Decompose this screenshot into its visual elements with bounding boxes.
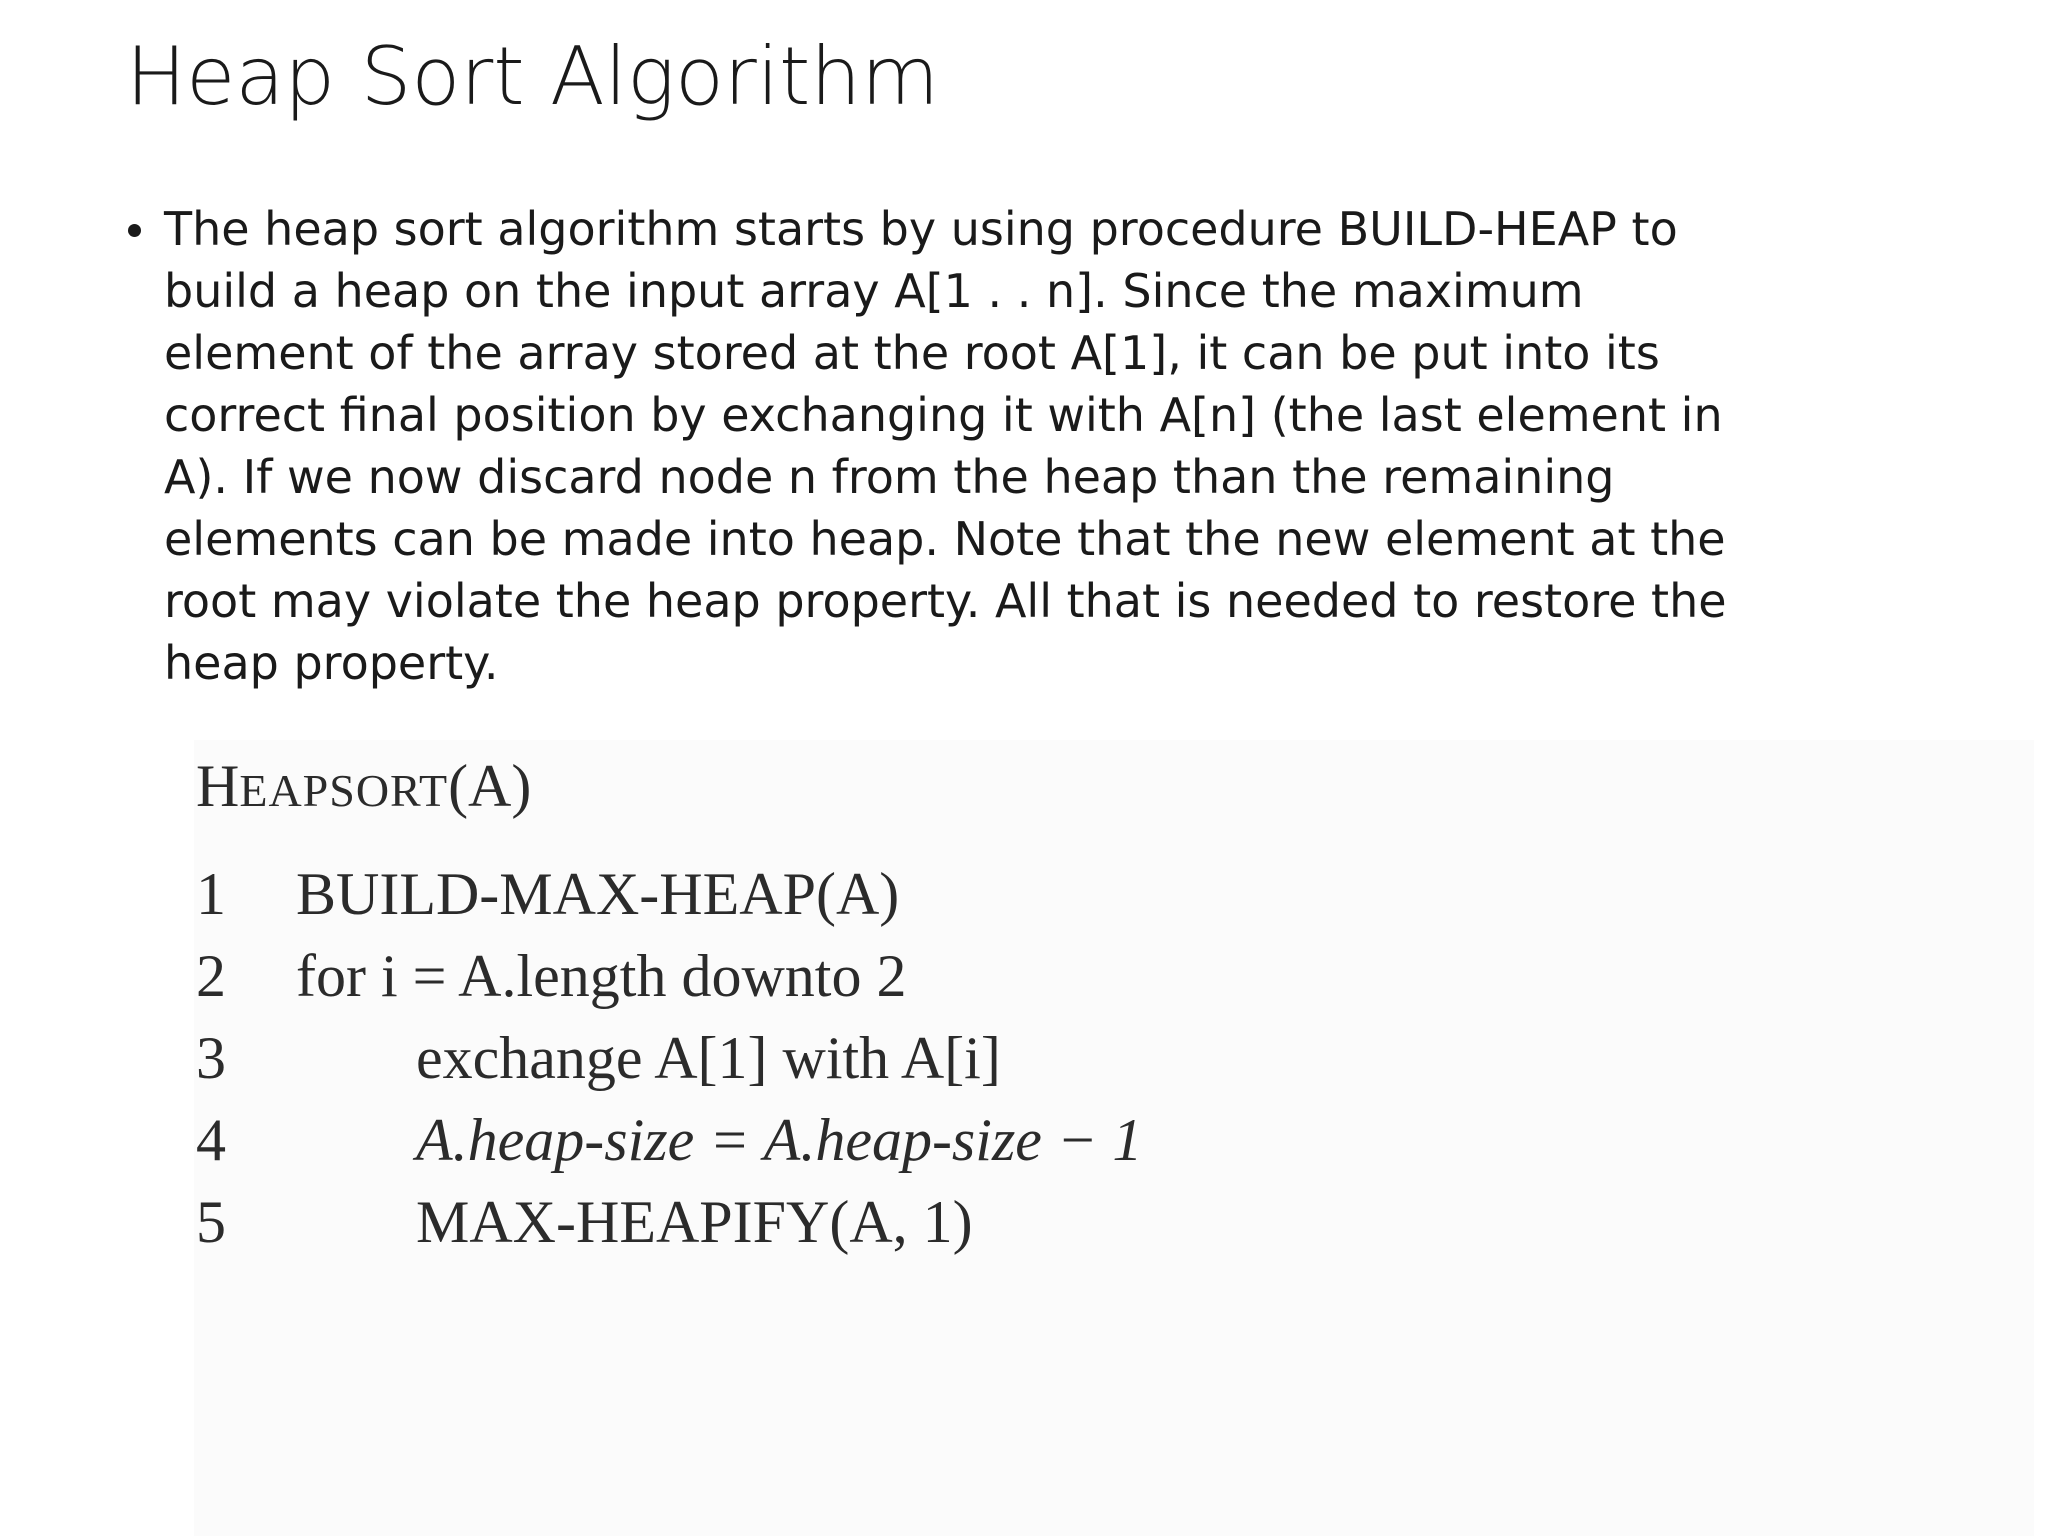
pseudocode-line bbox=[196, 860, 899, 929]
line-text: A.heap-size = A.heap-size − 1 bbox=[416, 1107, 1143, 1173]
line-text: exchange A[1] with A[i] bbox=[416, 1025, 1001, 1091]
slide-title: Heap Sort Algorithm bbox=[126, 30, 940, 123]
line-number: 5 bbox=[196, 1189, 226, 1255]
pseudocode-line bbox=[196, 1106, 1142, 1175]
line-number: 1 bbox=[196, 861, 226, 927]
bullet-line: root may violate the heap property. All that is needed to restore the bbox=[164, 574, 1727, 628]
bullet-line: A). If we now discard node n from the heap than the remaining bbox=[164, 450, 1615, 504]
header-args: (A) bbox=[448, 753, 532, 819]
header-small: EAPSORT bbox=[239, 765, 449, 816]
line-number: 4 bbox=[196, 1107, 226, 1173]
bullet-paragraph bbox=[164, 198, 1804, 694]
pseudocode-header bbox=[196, 752, 531, 821]
pseudocode-line bbox=[196, 1024, 1001, 1093]
line-text: BUILD-MAX-HEAP(A) bbox=[296, 861, 900, 927]
bullet-dot-icon bbox=[128, 224, 141, 237]
bullet-line: The heap sort algorithm starts by using procedure BUILD-HEAP to bbox=[164, 202, 1678, 256]
header-cap: H bbox=[196, 753, 240, 819]
line-number: 2 bbox=[196, 943, 226, 1009]
bullet-line: elements can be made into heap. Note that the new element at the bbox=[164, 512, 1726, 566]
pseudocode-line bbox=[196, 1188, 973, 1257]
bullet-line: element of the array stored at the root A[1], it can be put into its bbox=[164, 326, 1660, 380]
bullet-line: correct final position by exchanging it with A[n] (the last element in bbox=[164, 388, 1723, 442]
line-number: 3 bbox=[196, 1025, 226, 1091]
pseudocode-line bbox=[196, 942, 906, 1011]
line-text: MAX-HEAPIFY(A, 1) bbox=[416, 1189, 973, 1255]
line-text: for i = A.length downto 2 bbox=[296, 943, 907, 1009]
bullet-line: heap property. bbox=[164, 636, 499, 690]
bullet-line: build a heap on the input array A[1 . . n]. Since the maximum bbox=[164, 264, 1584, 318]
